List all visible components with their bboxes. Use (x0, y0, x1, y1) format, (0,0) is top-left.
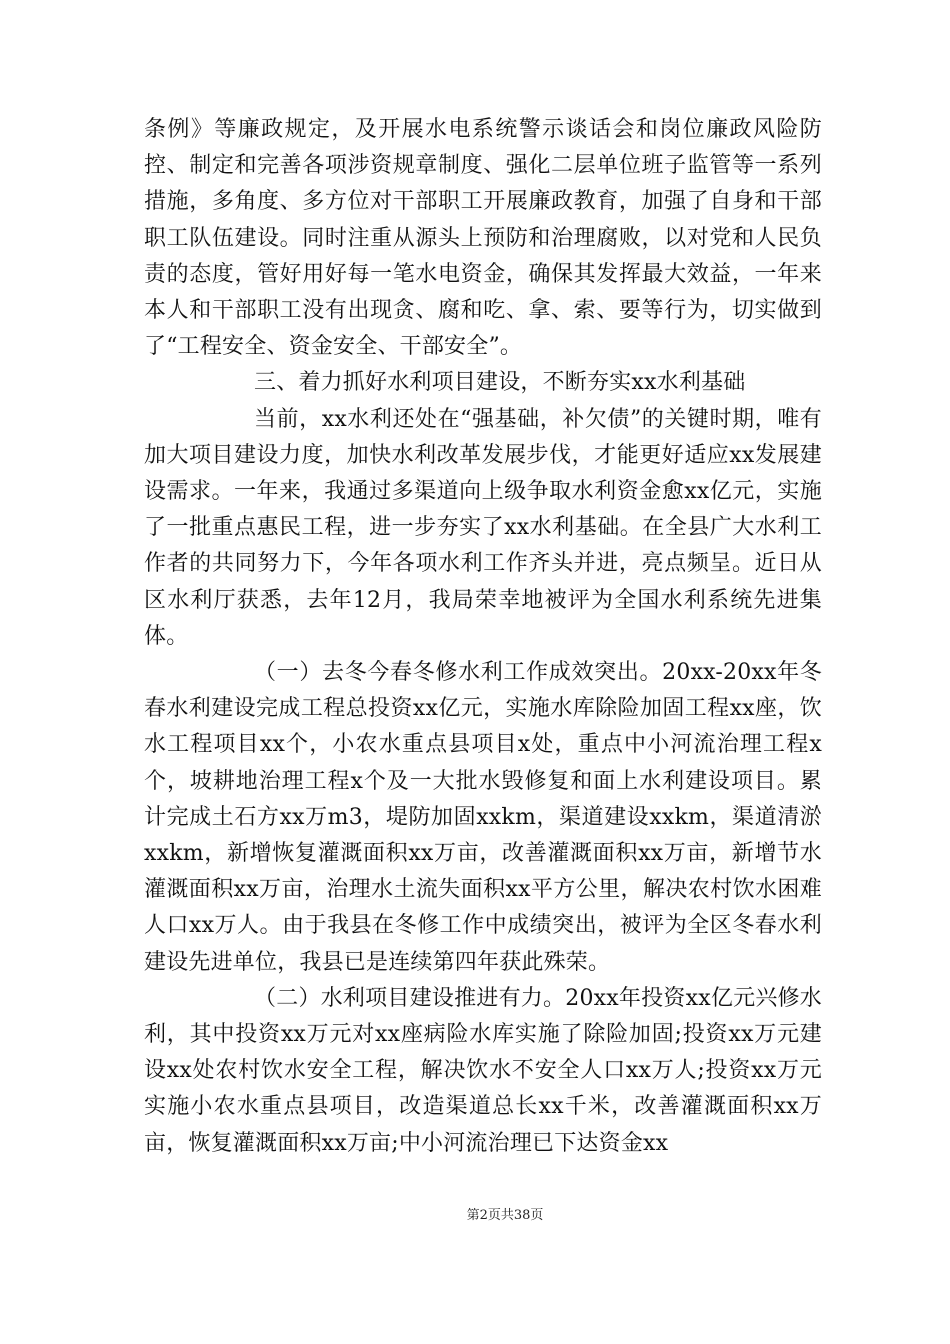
document-body (144, 112, 822, 1162)
paragraph-subsection-2: （二）水利项目建设推进有力。20xx年投资xx亿元兴修水利，其中投资xx万元对xx座病险水库实施了除险加固;投资xx万元建设xx处农村饮水安全工程，解决饮水不安全人口xx万人;投资xx万元实施小农水重点县项目，改造渠道总长xx千米，改善灌溉面积xx万亩，恢复灌溉面积xx万亩;中小河流治理已下达资金xx (144, 985, 822, 1156)
page-number-footer: 第2页共38页 (466, 1208, 544, 1223)
paragraph-intro: 当前，xx水利还处在“强基础，补欠债”的关键时期，唯有加大项目建设力度，加快水利改革发展步伐，才能更好适应xx发展建设需求。一年来，我通过多渠道向上级争取水利资金愈xx亿元，实施了一批重点惠民工程，进一步夯实了xx水利基础。在全县广大水利工作者的共同努力下，今年各项水利工作齐头并进，亮点频呈。近日从区水利厅获悉，去年12月，我局荣幸地被评为全国水利系统先进集体。 (144, 406, 822, 649)
section-heading: 三、着力抓好水利项目建设，不断夯实xx水利基础 (254, 370, 746, 396)
paragraph-continuation: 条例》等廉政规定，及开展水电系统警示谈话会和岗位廉政风险防控、制定和完善各项涉资规章制度、强化二层单位班子监管等一系列措施，多角度、多方位对干部职工开展廉政教育，加强了自身和干部职工队伍建设。同时注重从源头上预防和治理腐败，以对党和人民负责的态度，管好用好每一笔水电资金，确保其发挥最大效益，一年来本人和干部职工没有出现贪、腐和吃、拿、索、要等行为，切实做到了“工程安全、资金安全、干部安全”。 (144, 117, 822, 360)
paragraph-subsection-1: （一）去冬今春冬修水利工作成效突出。20xx-20xx年冬春水利建设完成工程总投资xx亿元，实施水库除险加固工程xx座，饮水工程项目xx个，小农水重点县项目x处，重点中小河流治理工程x个，坡耕地治理工程x个及一大批水毁修复和面上水利建设项目。累计完成土石方xx万m3，堤防加固xxkm，渠道建设xxkm，渠道清淤xxkm，新增恢复灌溉面积xx万亩，改善灌溉面积xx万亩，新增节水灌溉面积xx万亩，治理水土流失面积xx平方公里，解决农村饮水困难人口xx万人。由于我县在冬修工作中成绩突出，被评为全区冬春水利建设先进单位，我县已是连续第四年获此殊荣。 (144, 660, 822, 975)
